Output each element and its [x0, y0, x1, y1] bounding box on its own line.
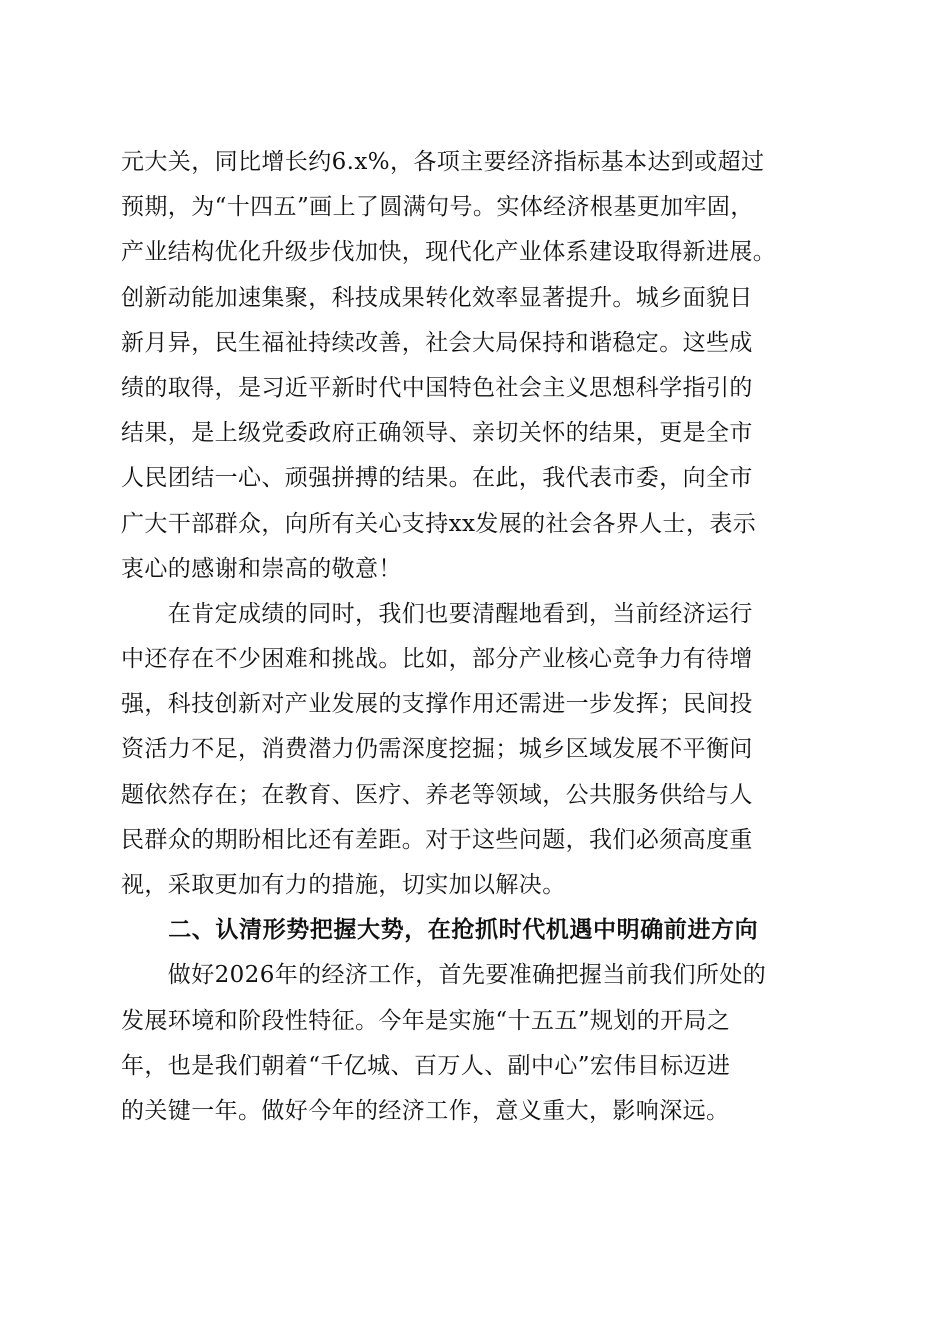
section-heading: 二、认清形势把握大势，在抢抓时代机遇中明确前进方向	[121, 917, 759, 944]
text-line: 资活力不足，消费潜力仍需深度挖掘；城乡区域发展不平衡问	[121, 736, 753, 763]
paragraph-start-line: 做好2026年的经济工作，首先要准确把握当前我们所处的	[121, 962, 767, 989]
text-line: 新月异，民生福祉持续改善，社会大局保持和谐稳定。这些成	[121, 329, 753, 356]
text-line: 绩的取得，是习近平新时代中国特色社会主义思想科学指引的	[121, 374, 753, 401]
text-line: 题依然存在；在教育、医疗、养老等领域，公共服务供给与人	[121, 781, 753, 808]
text-line: 衷心的感谢和崇高的敬意！	[121, 555, 402, 582]
text-line: 产业结构优化升级步伐加快，现代化产业体系建设取得新进展。	[121, 239, 777, 266]
paragraph-start-line: 在肯定成绩的同时，我们也要清醒地看到，当前经济运行	[121, 600, 753, 627]
text-line: 人民团结一心、顽强拼搏的结果。在此，我代表市委，向全市	[121, 465, 753, 492]
text-line: 的关键一年。做好今年的经济工作，意义重大，影响深远。	[121, 1097, 730, 1124]
text-line: 强，科技创新对产业发展的支撑作用还需进一步发挥；民间投	[121, 691, 753, 718]
text-line: 结果，是上级党委政府正确领导、亲切关怀的结果，更是全市	[121, 420, 753, 447]
text-line: 视，采取更加有力的措施，切实加以解决。	[121, 872, 566, 898]
text-line: 中还存在不少困难和挑战。比如，部分产业核心竞争力有待增	[121, 646, 753, 673]
text-line: 发展环境和阶段性特征。今年是实施“十五五”规划的开局之	[121, 1007, 731, 1034]
text-line: 年，也是我们朝着“千亿城、百万人、副中心”宏伟目标迈进	[121, 1052, 731, 1079]
text-line: 民群众的期盼相比还有差距。对于这些问题，我们必须高度重	[121, 826, 753, 853]
text-line: 创新动能加速集聚，科技成果转化效率显著提升。城乡面貌日	[121, 284, 753, 311]
body-text	[121, 140, 833, 1134]
text-line: 元大关，同比增长约6.x%，各项主要经济指标基本达到或超过	[121, 149, 765, 175]
text-line: 预期，为“十四五”画上了圆满句号。实体经济根基更加牢固，	[121, 194, 754, 221]
text-line: 广大干部群众，向所有关心支持xx发展的社会各界人士，表示	[121, 510, 757, 537]
